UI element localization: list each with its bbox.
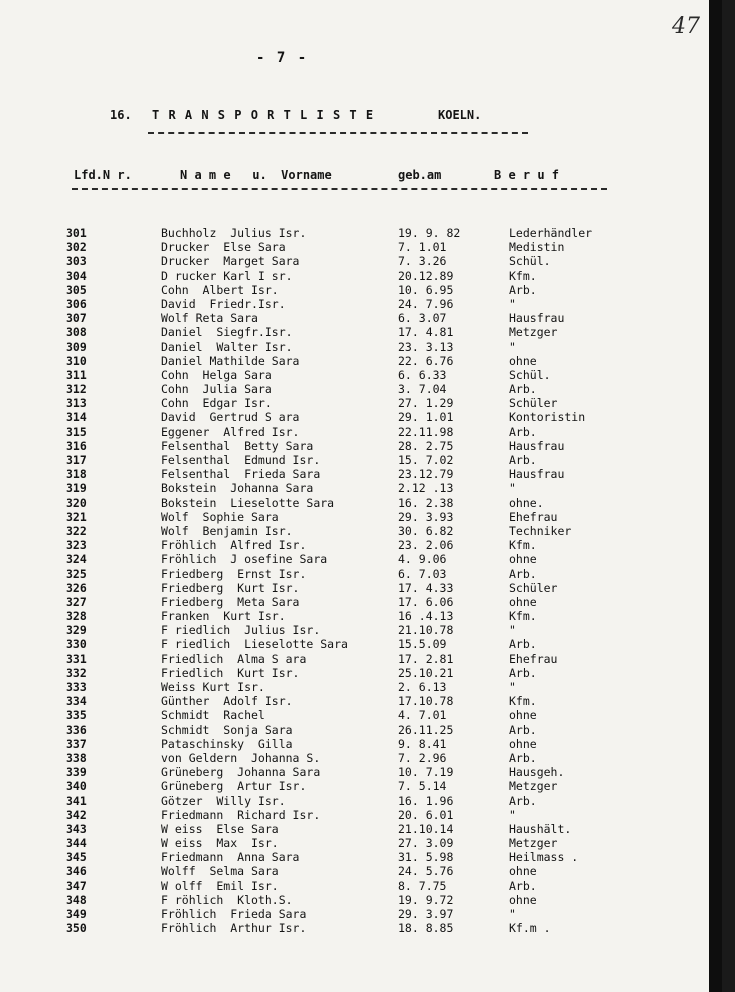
row-occupation: ohne [509,594,537,609]
row-birthdate: 7. 3.26 [398,254,447,269]
row-number: 302 [66,240,87,255]
row-name: Grüneberg Artur Isr. [161,779,307,794]
table-row [0,524,722,538]
row-birthdate: 21.10.78 [398,623,454,638]
row-name: Weiss Kurt Isr. [161,680,265,694]
table-row [0,510,722,524]
row-birthdate: 29. 1.01 [398,410,454,425]
row-name: Pataschinsky Gilla [161,736,293,751]
row-birthdate: 4. 7.01 [398,708,447,723]
table-row [0,708,722,722]
row-birthdate: 20.12.89 [398,268,454,283]
row-occupation: Lederhändler [509,226,593,240]
table-row [0,836,722,850]
table-row [0,850,722,864]
row-occupation: Kfm. [509,609,537,624]
table-row [0,666,722,680]
table-row [0,907,722,921]
row-occupation: " [509,339,516,354]
row-name: Felsenthal Frieda Sara [161,467,321,482]
row-occupation: Kfm. [509,694,537,709]
row-name: F riedlich Julius Isr. [161,623,321,638]
row-number: 335 [66,708,87,723]
row-number: 314 [66,410,87,425]
title-city: KOELN. [438,108,482,122]
row-number: 343 [66,821,87,836]
row-occupation: Schül. [509,254,551,269]
row-occupation: Arb. [509,665,537,680]
row-name: Wolf Benjamin Isr. [161,523,293,538]
row-name: Bokstein Lieselotte Sara [161,495,335,510]
row-occupation: Arb. [509,382,537,397]
row-occupation: Medistin [509,240,565,255]
title-number: 16. [110,108,132,122]
row-name: Schmidt Rachel [161,708,265,723]
row-name: Grüneberg Johanna Sara [161,765,321,780]
row-number: 319 [66,481,87,496]
row-name: von Geldern Johanna S. [161,750,321,765]
table-row [0,439,722,453]
row-occupation: Metzger [509,779,558,794]
table-row [0,368,722,382]
row-number: 333 [66,680,87,694]
table-row [0,879,722,893]
row-birthdate: 10. 7.19 [398,765,454,780]
table-row [0,552,722,566]
row-number: 334 [66,694,87,709]
row-occupation: Heilmass . [509,850,579,865]
row-number: 340 [66,779,87,794]
row-name: Franken Kurt Isr. [161,609,286,624]
row-occupation: Hausfrau [509,311,565,326]
row-occupation: Haushält. [509,821,572,836]
row-number: 337 [66,736,87,751]
header-nr: Lfd.N r. [74,168,132,182]
row-birthdate: 26.11.25 [398,722,454,737]
row-name: Fröhlich Frieda Sara [161,907,307,921]
row-occupation: Arb. [509,722,537,737]
row-number: 344 [66,836,87,851]
row-occupation: " [509,481,516,496]
page-number: - 7 - [256,50,309,66]
row-occupation: Kfm. [509,268,537,283]
row-birthdate: 3. 7.04 [398,382,447,397]
row-name: Felsenthal Edmund Isr. [161,453,321,467]
row-name: Cohn Helga Sara [161,367,272,382]
row-occupation: Metzger [509,836,558,851]
row-number: 348 [66,892,87,907]
row-name: Cohn Edgar Isr. [161,396,272,411]
row-number: 305 [66,282,87,297]
table-row [0,680,722,694]
row-name: Friedlich Alma S ara [161,651,307,666]
row-number: 347 [66,878,87,893]
row-number: 317 [66,453,87,467]
row-birthdate: 20. 6.01 [398,807,454,822]
table-row [0,921,722,935]
row-number: 328 [66,609,87,624]
table-row [0,283,722,297]
row-name: Fröhlich J osefine Sara [161,552,328,567]
row-birthdate: 23. 3.13 [398,339,454,354]
row-birthdate: 17.10.78 [398,694,454,709]
row-number: 313 [66,396,87,411]
row-birthdate: 7. 5.14 [398,779,447,794]
table-row [0,623,722,637]
table-row [0,595,722,609]
row-number: 341 [66,793,87,808]
table-row [0,382,722,396]
row-name: Felsenthal Betty Sara [161,438,314,453]
row-birthdate: 29. 3.97 [398,907,454,921]
row-birthdate: 31. 5.98 [398,850,454,865]
row-name: F röhlich Kloth.S. [161,892,293,907]
table-row [0,453,722,467]
table-row [0,609,722,623]
row-occupation: Ehefrau [509,509,558,524]
row-name: W olff Emil Isr. [161,878,279,893]
row-number: 327 [66,594,87,609]
row-name: Daniel Walter Isr. [161,339,293,354]
row-occupation: Arb. [509,637,537,652]
row-occupation: Arb. [509,566,537,581]
row-number: 322 [66,523,87,538]
row-occupation: " [509,680,516,694]
row-name: Cohn Albert Isr. [161,282,279,297]
table-row [0,737,722,751]
row-occupation: ohne [509,736,537,751]
row-birthdate: 22.11.98 [398,424,454,439]
row-number: 316 [66,438,87,453]
row-number: 312 [66,382,87,397]
row-birthdate: 6. 7.03 [398,566,447,581]
row-occupation: Hausgeh. [509,765,565,780]
row-name: W eiss Max Isr. [161,836,279,851]
row-name: Daniel Mathilde Sara [161,353,300,368]
row-name: Günther Adolf Isr. [161,694,293,709]
transport-list [0,226,722,935]
row-birthdate: 16. 1.96 [398,793,454,808]
row-birthdate: 10. 6.95 [398,282,454,297]
header-job: B e r u f [494,168,560,182]
row-name: Friedberg Ernst Isr. [161,566,307,581]
row-number: 310 [66,353,87,368]
row-occupation: Ehefrau [509,651,558,666]
row-name: Friedmann Richard Isr. [161,807,321,822]
row-occupation: ohne. [509,495,544,510]
row-occupation: " [509,623,516,638]
row-name: Cohn Julia Sara [161,382,272,397]
row-occupation: Arb. [509,453,537,467]
row-birthdate: 7. 1.01 [398,240,447,255]
table-header [0,168,722,186]
table-row [0,794,722,808]
row-occupation: Hausfrau [509,467,565,482]
row-name: Götzer Willy Isr. [161,793,286,808]
row-number: 350 [66,921,87,936]
row-number: 320 [66,495,87,510]
row-number: 336 [66,722,87,737]
row-occupation: " [509,807,516,822]
row-number: 301 [66,226,87,240]
table-row [0,396,722,410]
row-number: 346 [66,864,87,879]
table-row [0,354,722,368]
row-occupation: Arb. [509,750,537,765]
row-birthdate: 2.12 .13 [398,481,454,496]
row-birthdate: 30. 6.82 [398,523,454,538]
row-name: Fröhlich Alfred Isr. [161,538,307,553]
row-occupation: ohne [509,552,537,567]
row-number: 309 [66,339,87,354]
table-row [0,822,722,836]
row-number: 303 [66,254,87,269]
table-row [0,893,722,907]
row-name: F riedlich Lieselotte Sara [161,637,348,652]
row-birthdate: 17. 2.81 [398,651,454,666]
row-occupation: Schül. [509,367,551,382]
row-birthdate: 19. 9.72 [398,892,454,907]
row-birthdate: 27. 3.09 [398,836,454,851]
row-name: D rucker Karl I sr. [161,268,293,283]
row-occupation: Schüler [509,396,558,411]
row-occupation: Hausfrau [509,438,565,453]
table-row [0,694,722,708]
row-name: Drucker Marget Sara [161,254,300,269]
row-number: 329 [66,623,87,638]
row-occupation: " [509,907,516,921]
row-occupation: Kf.m . [509,921,551,936]
row-name: Eggener Alfred Isr. [161,424,300,439]
table-row [0,864,722,878]
table-row [0,297,722,311]
row-number: 307 [66,311,87,326]
row-name: Friedmann Anna Sara [161,850,300,865]
title-label: T R A N S P O R T L I S T E [152,108,375,122]
scan-edge [709,0,722,992]
row-number: 325 [66,566,87,581]
row-number: 345 [66,850,87,865]
row-birthdate: 24. 7.96 [398,296,454,311]
row-birthdate: 16 .4.13 [398,609,454,624]
row-birthdate: 25.10.21 [398,665,454,680]
row-birthdate: 22. 6.76 [398,353,454,368]
row-birthdate: 15.5.09 [398,637,447,652]
row-name: Buchholz Julius Isr. [161,226,307,240]
table-row [0,567,722,581]
row-number: 349 [66,907,87,921]
row-birthdate: 23. 2.06 [398,538,454,553]
row-birthdate: 6. 3.07 [398,311,447,326]
row-name: Wolf Sophie Sara [161,509,279,524]
table-row [0,425,722,439]
table-row [0,269,722,283]
row-name: Fröhlich Arthur Isr. [161,921,307,936]
table-row [0,254,722,268]
header-underline [72,188,607,190]
row-number: 331 [66,651,87,666]
row-name: Friedlich Kurt Isr. [161,665,300,680]
table-row [0,723,722,737]
table-row [0,538,722,552]
table-row [0,226,722,240]
table-row [0,481,722,495]
row-occupation: ohne [509,892,537,907]
row-name: Wolf Reta Sara [161,311,258,326]
row-name: Friedberg Meta Sara [161,594,300,609]
table-row [0,240,722,254]
row-birthdate: 17. 4.81 [398,325,454,340]
row-number: 324 [66,552,87,567]
row-number: 342 [66,807,87,822]
row-occupation: Techniker [509,523,572,538]
title-underline [148,132,528,134]
table-row [0,765,722,779]
row-number: 323 [66,538,87,553]
row-birthdate: 16. 2.38 [398,495,454,510]
row-number: 330 [66,637,87,652]
table-row [0,325,722,339]
row-occupation: ohne [509,708,537,723]
row-occupation: Arb. [509,793,537,808]
row-name: Drucker Else Sara [161,240,286,255]
row-number: 306 [66,296,87,311]
row-name: Daniel Siegfr.Isr. [161,325,293,340]
row-birthdate: 2. 6.13 [398,680,447,694]
row-birthdate: 7. 2.96 [398,750,447,765]
document-title [0,108,722,126]
row-birthdate: 28. 2.75 [398,438,454,453]
row-occupation: Metzger [509,325,558,340]
row-occupation: ohne [509,353,537,368]
table-row [0,467,722,481]
row-birthdate: 15. 7.02 [398,453,454,467]
row-name: David Gertrud S ara [161,410,300,425]
row-number: 332 [66,665,87,680]
table-row [0,410,722,424]
row-birthdate: 17. 6.06 [398,594,454,609]
row-name: Friedberg Kurt Isr. [161,580,300,595]
row-occupation: Kontoristin [509,410,586,425]
row-birthdate: 24. 5.76 [398,864,454,879]
table-row [0,340,722,354]
table-row [0,652,722,666]
row-number: 311 [66,367,87,382]
row-birthdate: 4. 9.06 [398,552,447,567]
table-row [0,751,722,765]
table-row [0,496,722,510]
row-birthdate: 18. 8.85 [398,921,454,936]
row-birthdate: 9. 8.41 [398,736,447,751]
row-number: 308 [66,325,87,340]
row-occupation: Arb. [509,424,537,439]
table-row [0,637,722,651]
row-birthdate: 17. 4.33 [398,580,454,595]
row-occupation: Arb. [509,878,537,893]
row-occupation: Arb. [509,282,537,297]
row-number: 315 [66,424,87,439]
row-occupation: Schüler [509,580,558,595]
table-row [0,311,722,325]
row-number: 318 [66,467,87,482]
table-row [0,808,722,822]
row-number: 304 [66,268,87,283]
row-number: 326 [66,580,87,595]
row-occupation: " [509,296,516,311]
row-number: 339 [66,765,87,780]
row-birthdate: 23.12.79 [398,467,454,482]
row-occupation: ohne [509,864,537,879]
header-name: N a m e u. Vorname [180,168,332,182]
row-birthdate: 19. 9. 82 [398,226,461,240]
row-name: Bokstein Johanna Sara [161,481,314,496]
row-name: Schmidt Sonja Sara [161,722,293,737]
row-birthdate: 21.10.14 [398,821,454,836]
row-name: David Friedr.Isr. [161,296,286,311]
row-number: 321 [66,509,87,524]
row-birthdate: 27. 1.29 [398,396,454,411]
row-birthdate: 6. 6.33 [398,367,447,382]
row-name: W eiss Else Sara [161,821,279,836]
handwritten-page-annotation: 47 [672,14,700,39]
row-name: Wolff Selma Sara [161,864,279,879]
header-date: geb.am [398,168,442,182]
table-row [0,779,722,793]
table-row [0,581,722,595]
row-occupation: Kfm. [509,538,537,553]
row-number: 338 [66,750,87,765]
row-birthdate: 8. 7.75 [398,878,447,893]
row-birthdate: 29. 3.93 [398,509,454,524]
